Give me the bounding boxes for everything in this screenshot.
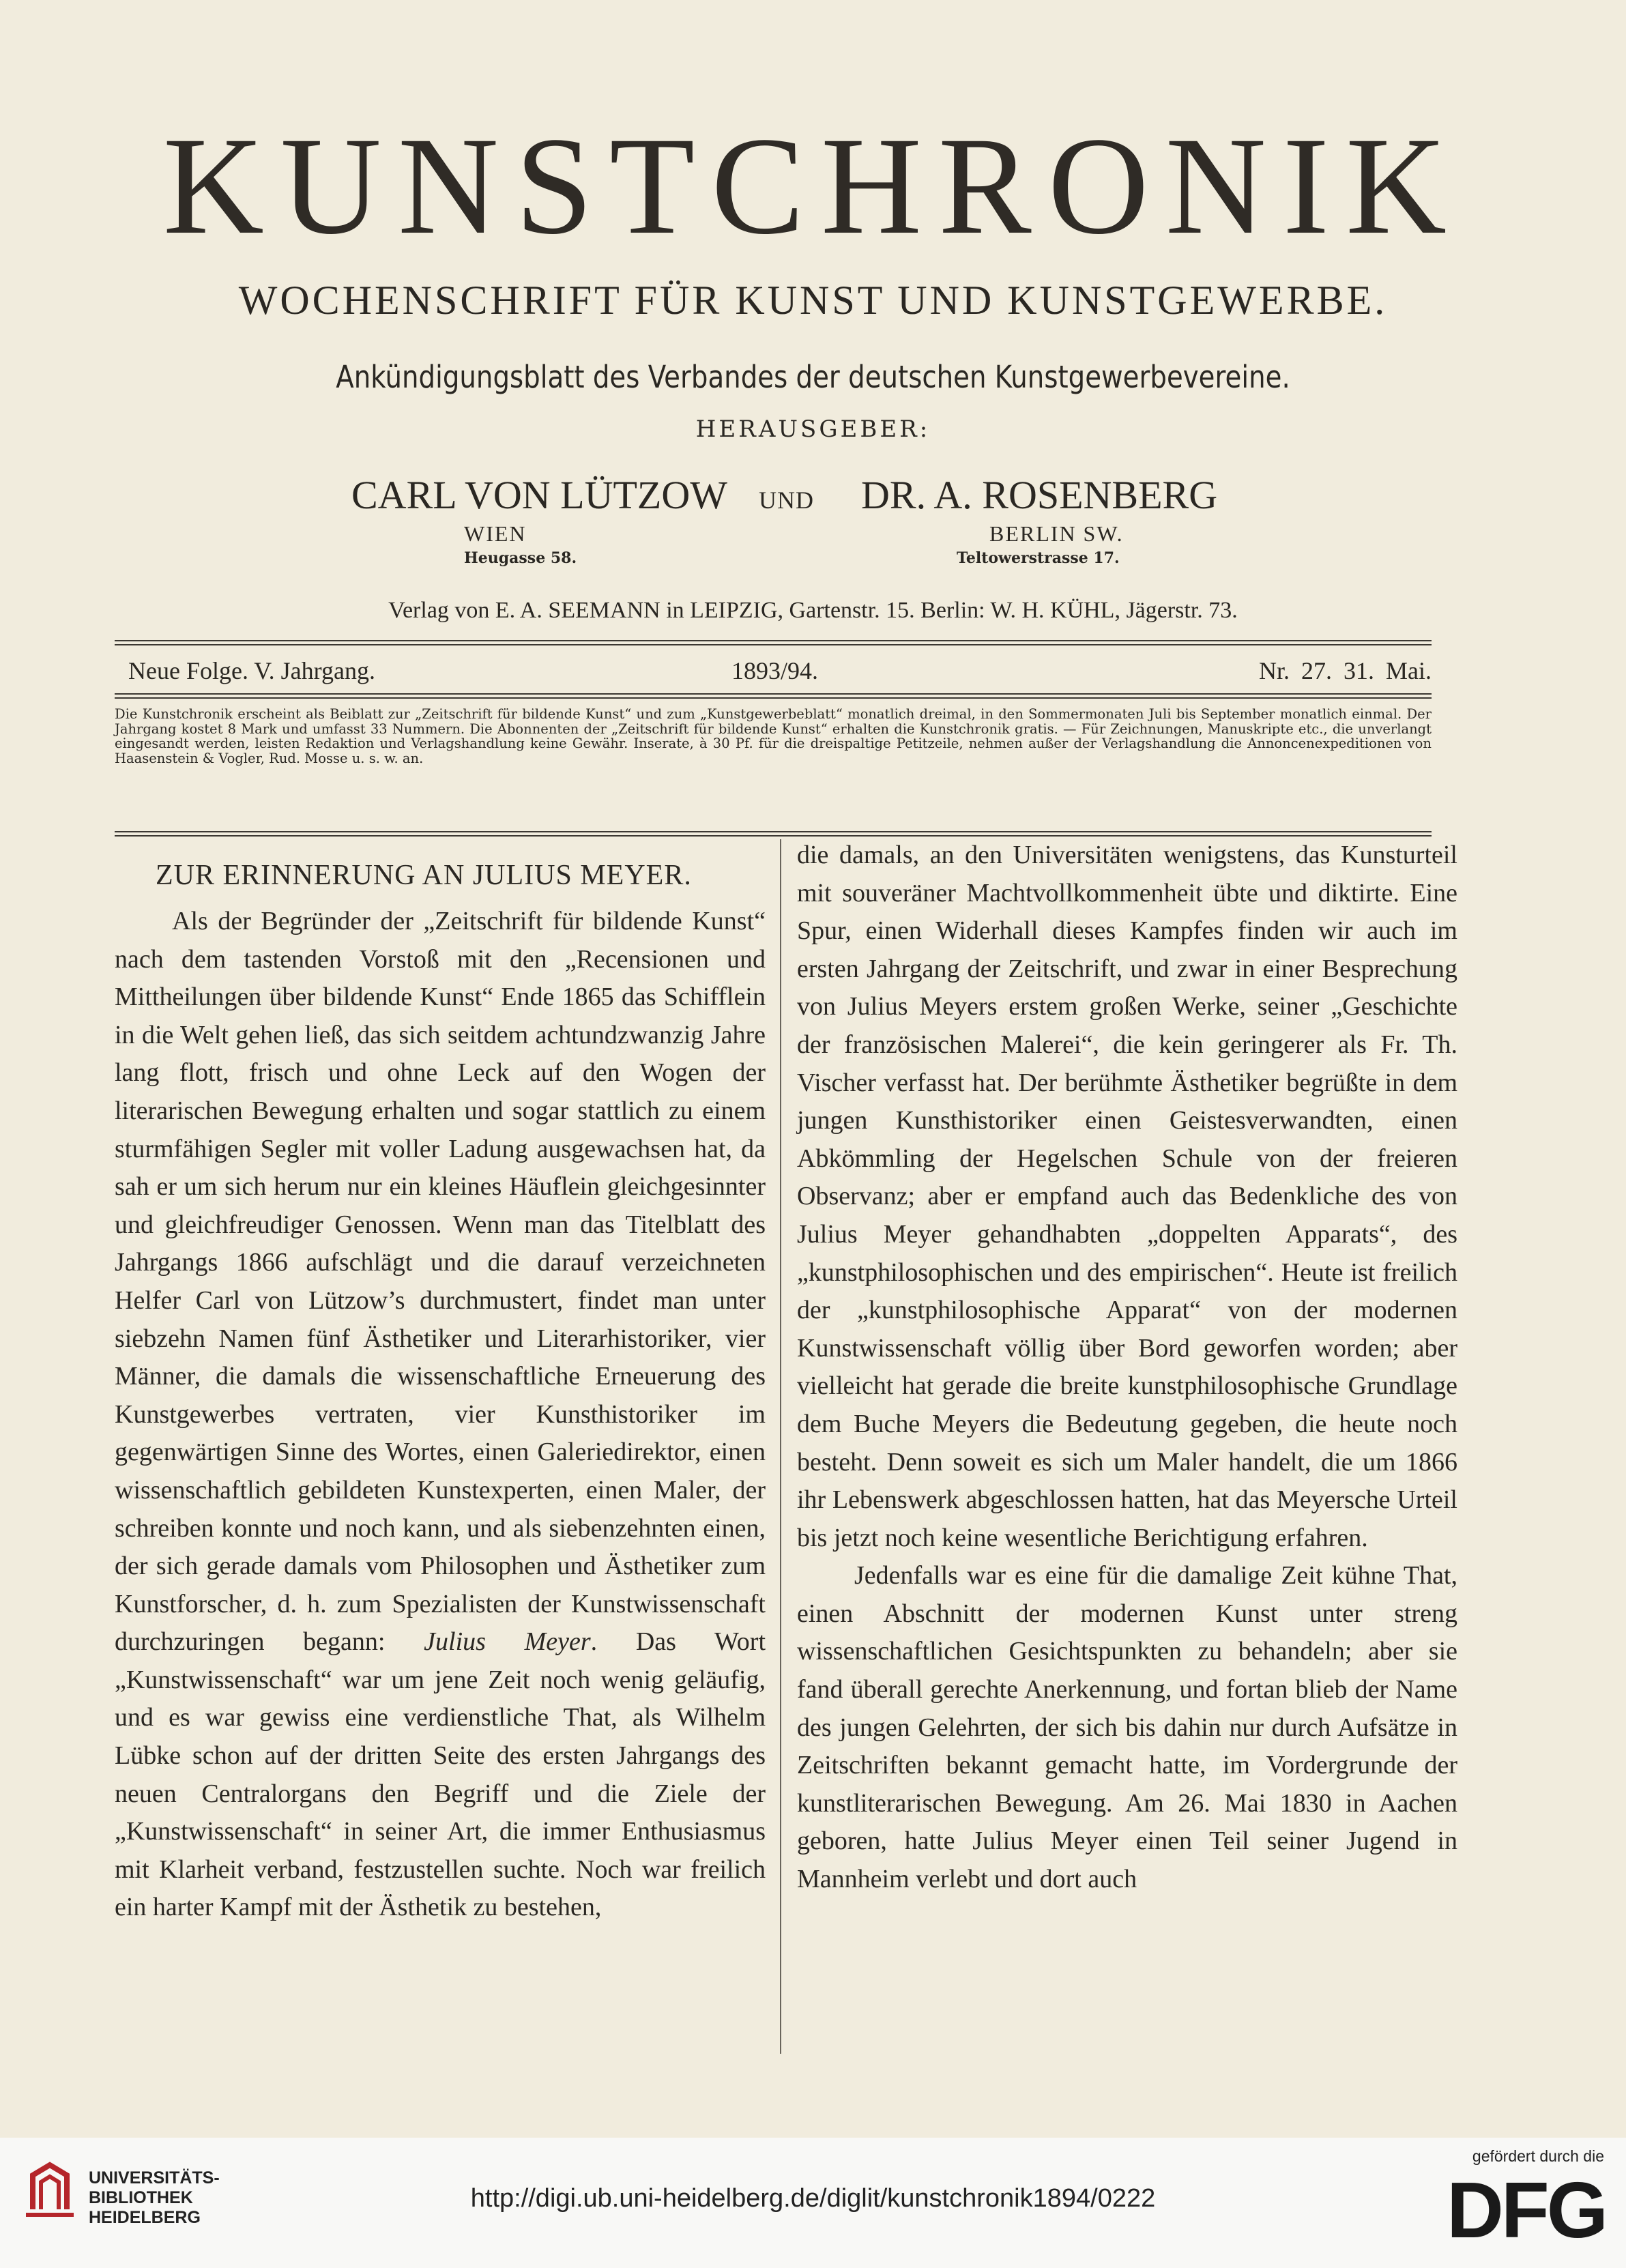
digitization-footer — [0, 2138, 1626, 2268]
issue-series: Neue Folge. V. Jahrgang. — [128, 657, 375, 684]
library-line-2: BIBLIOTHEK — [89, 2188, 193, 2207]
article-left-column — [115, 903, 766, 1927]
emphasized-name: Julius Meyer — [424, 1627, 591, 1657]
funded-by-label: gefördert durch die — [1472, 2147, 1604, 2165]
source-url-link[interactable]: http://digi.ub.uni-heidelberg.de/diglit/kunstchronik1894/0222 — [470, 2184, 1156, 2213]
rule-top-double-a — [115, 640, 1432, 641]
editor-connector: UND — [759, 486, 814, 514]
announcement-line: Ankündigungsblatt des Verbandes der deutschen Kunstgewerbevereine. — [336, 359, 1290, 395]
masthead-subtitle: WOCHENSCHRIFT FÜR KUNST UND KUNSTGEWERBE. — [238, 278, 1388, 323]
editor-2-name: DR. A. ROSENBERG — [861, 473, 1218, 517]
paragraph-text-b: . Das Wort „Kunstwissenschaft“ war um jene Zeit noch wenig geläufig, und es war gewiss eine verdienstliche That, als Wilhelm Lübke schon auf der dritten Seite des ersten Jahrgangs des neuen Centralorgans den Begriff und die Ziele der „Kunstwissenschaft“ in seiner Art, die immer Enthusiasmus mit Klarheit verband, festzustellen suchte. Noch war freilich ein harter Kampf mit der Ästhetik zu bestehen, — [115, 1627, 766, 1922]
masthead-title: KUNSTCHRONIK — [162, 108, 1464, 263]
editor-2-address: Teltowerstrasse 17. — [957, 549, 1120, 567]
rule-issue-a — [115, 693, 1432, 695]
article-right-column — [797, 837, 1457, 1899]
editor-2-city: BERLIN SW. — [989, 521, 1124, 546]
library-line-1: UNIVERSITÄTS- — [89, 2168, 220, 2187]
issue-number-date: Nr. 27. 31. Mai. — [1259, 657, 1432, 684]
notice-text: Die Kunstchronik erscheint als Beiblatt zur „Zeitschrift für bildende Kunst“ und zum „Kunstgewerbeblatt“ monatlich dreimal, in den Sommermonaten Juli bis September monatlich einmal. Der Jahrgang kostet 8 Mark und umfasst 33 Nummern. Die Abonnenten der „Zeitschrift für bildende Kunst“ erhalten die Kunstchronik gratis. — Für Zeichnungen, Manuskripte etc., die unverlangt eingesandt werden, leisten Redaktion und Verlagshandlung keine Gewähr. Inserate, à 30 Pf. für die dreispaltige Petitzeile, nehmen außer der Verlagshandlung die Annoncenexpeditionen von Haasenstein & Vogler, Rud. Mosse u. s. w. an. — [115, 706, 1432, 766]
editor-1-city: WIEN — [464, 521, 527, 546]
article-paragraph — [115, 903, 766, 1927]
issue-info-row — [128, 656, 1432, 690]
subscription-notice — [115, 707, 1432, 766]
paragraph-text-a: Als der Begründer der „Zeitschrift für bildende Kunst“ nach dem tastenden Vorstoß mit den „Recensionen und Mittheilungen über bildende Kunst“ Ende 1865 das Schifflein in die Welt gehen ließ, das sich seitdem achtundzwanzig Jahre lang flott, frisch und ohne Leck auf den Wogen der literarischen Bewegung erhalten und sogar stattlich zu einem sturmfähigen Segler mit voller Ladung ausgewachsen hat, da sah er um sich herum nur ein kleines Häuflein gleichgesinnter und gleichfreudiger Genossen. Wenn man das Titelblatt des Jahrgangs 1866 aufschlägt und die darauf verzeichneten Helfer Carl von Lützow’s durchmustert, findet man unter siebzehn Namen fünf Ästhetiker und Literarhistoriker, vier Männer, die damals die wissenschaftliche Erneuerung des Kunstgewerbes vertraten, vier Kunsthistoriker im gegenwärtigen Sinne des Wortes, einen Galeriedirektor, einen wissenschaftlich gebildeten Kunstexperten, einen Maler, der schreiben konnte und noch kann, und als siebenzehnten einen, der sich gerade damals vom Philosophen und Ästhetiker zum Kunstforscher, d. h. zum Spezialisten der Kunstwissenschaft durchzuringen begann: — [115, 907, 766, 1657]
editor-1-address: Heugasse 58. — [464, 549, 577, 567]
rule-top-double-b — [115, 644, 1432, 645]
publisher-line: Verlag von E. A. SEEMANN in LEIPZIG, Gartenstr. 15. Berlin: W. H. KÜHL, Jägerstr. 73. — [388, 598, 1238, 623]
editor-1-name: CARL VON LÜTZOW — [351, 473, 727, 517]
rule-notice-a — [115, 831, 1432, 832]
column-divider — [780, 839, 781, 2054]
article-paragraph: Jedenfalls war es eine für die damalige Zeit kühne That, einen Abschnitt der modernen Kunst unter streng wissenschaftlichen Gesichtspunkten zu behandeln; aber sie fand überall gerechte Anerkennung, und fortan blieb der Name des jungen Gelehrten, der sich bis dahin nur durch Aufsätze in Zeitschriften bekannt gemacht hatte, im Vordergrunde der kunstliterarischen Bewegung. Am 26. Mai 1830 in Aachen geboren, hatte Julius Meyer einen Teil seiner Jugend in Mannheim verlebt und dort auch — [797, 1561, 1457, 1894]
article-paragraph: die damals, an den Universitäten wenigstens, das Kunsturteil mit souveräner Machtvollkommenheit übte und diktirte. Eine Spur, einen Widerhall dieses Kampfes finden wir auch im ersten Jahrgang der Zeitschrift, und zwar in einer Besprechung von Julius Meyers erstem großen Werke, seiner „Geschichte der französischen Malerei“, die kein geringerer als Fr. Th. Vischer verfasst hat. Der berühmte Ästhetiker begrüßte in dem jungen Kunsthistoriker einen Geistesverwandten, einen Abkömmling der Hegelschen Schule von der freieren Observanz; aber er empfand auch das Bedenkliche des von Julius Meyer gehandhabten „doppelten Apparats“, des „kunstphilosophischen und des empirischen“. Heute ist freilich der „kunstphilosophische Apparat“ von der modernen Kunstwissenschaft völlig über Bord geworfen worden; aber vielleicht hat gerade die breite kunstphilosophische Grundlage dem Buche Meyers die Bedeutung gegeben, die heute noch besteht. Denn soweit es sich um Maler handelt, die um 1866 ihr Lebenswerk abgeschlossen hatten, hat das Meyersche Urteil bis jetzt noch keine wesentliche Berichtigung erfahren. — [797, 841, 1457, 1552]
dfg-logo: DFG — [1447, 2166, 1606, 2254]
publisher-label: HERAUSGEBER: — [695, 416, 931, 443]
library-line-3: HEIDELBERG — [89, 2208, 201, 2227]
rule-issue-b — [115, 697, 1432, 699]
issue-year: 1893/94. — [731, 657, 819, 684]
article-title: ZUR ERINNERUNG AN JULIUS MEYER. — [156, 860, 692, 891]
